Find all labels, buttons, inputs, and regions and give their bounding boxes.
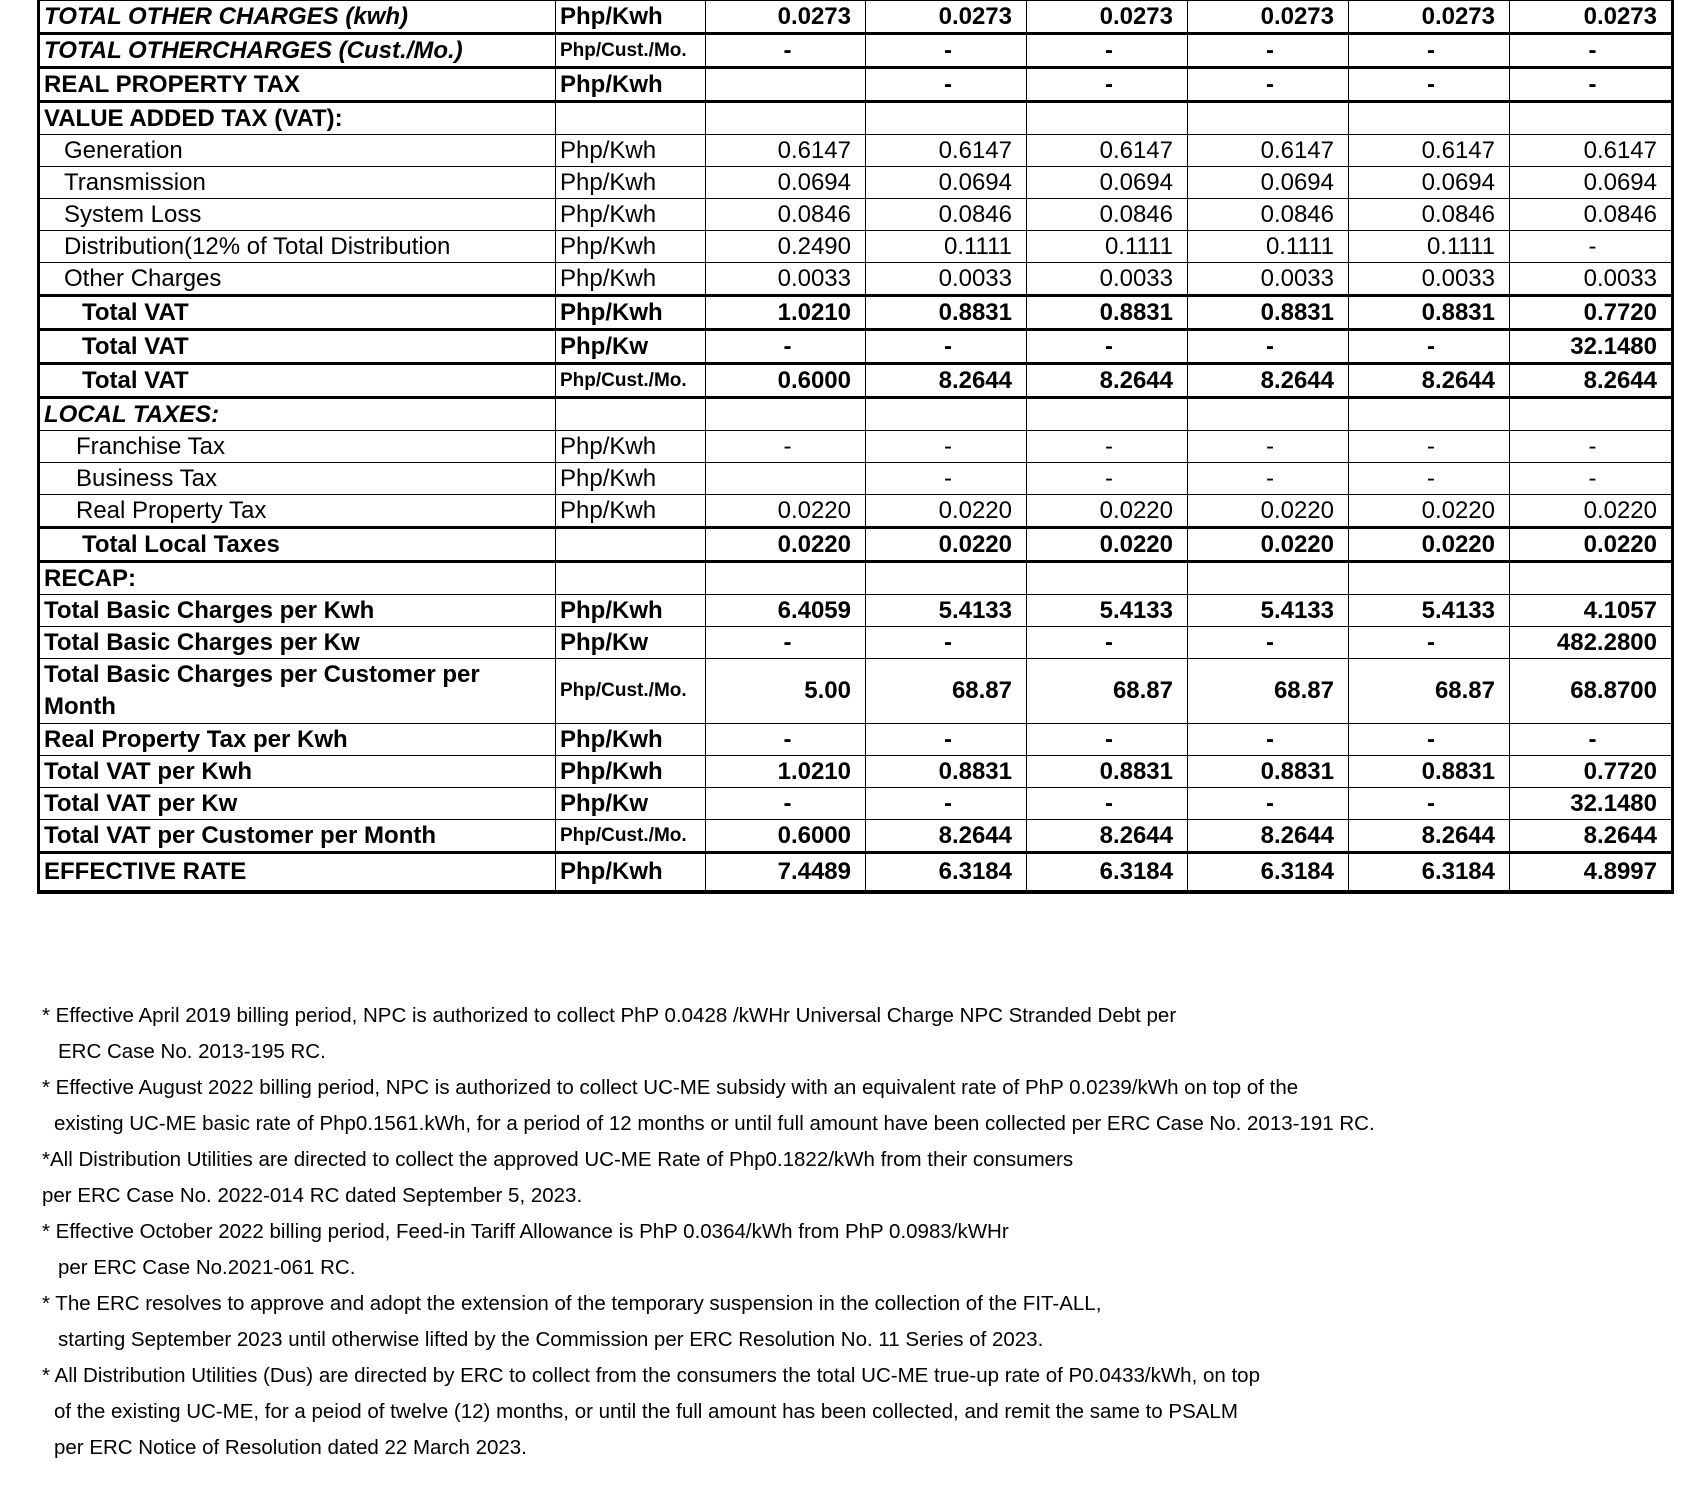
rate-cell: 0.7720 [1510, 296, 1673, 330]
rate-cell: - [1027, 68, 1188, 102]
rate-cell: 8.2644 [1349, 820, 1510, 853]
rate-cell: 5.4133 [866, 595, 1027, 627]
row-label: Total Basic Charges per Kwh [39, 595, 556, 627]
rate-cell: 32.1480 [1510, 788, 1673, 820]
rate-cell: 0.0220 [1188, 528, 1349, 562]
row-label: Real Property Tax [39, 495, 556, 528]
rate-cell: - [1349, 34, 1510, 68]
rate-cell: 7.4489 [706, 853, 866, 893]
footnote-line: * Effective October 2022 billing period, Feed-in Tariff Allowance is PhP 0.0364/kWh from PhP 0.0983/kWHr [42, 1220, 1009, 1243]
rate-cell: 0.0846 [1188, 199, 1349, 231]
rate-cell: 0.0694 [866, 167, 1027, 199]
rate-cell: 0.8831 [1188, 756, 1349, 788]
rate-cell: 0.0220 [1188, 495, 1349, 528]
rate-cell: 0.8831 [1188, 296, 1349, 330]
row-unit [556, 398, 706, 431]
rate-cell: 0.0220 [1027, 528, 1188, 562]
rate-cell: - [1510, 724, 1673, 756]
rate-cell [1510, 398, 1673, 431]
rate-cell: - [706, 431, 866, 463]
rate-cell: - [1510, 431, 1673, 463]
rate-cell: 5.4133 [1188, 595, 1349, 627]
table-row [39, 330, 1673, 364]
footnote-line: * Effective April 2019 billing period, NPC is authorized to collect PhP 0.0428 /kWHr Universal Charge NPC Stranded Debt per [42, 1004, 1177, 1027]
rate-cell: 0.0220 [1349, 495, 1510, 528]
rate-cell [1510, 102, 1673, 135]
row-label: VALUE ADDED TAX (VAT): [39, 102, 556, 135]
table-row [39, 724, 1673, 756]
rate-cell: - [1349, 68, 1510, 102]
row-label: System Loss [39, 199, 556, 231]
row-label: Transmission [39, 167, 556, 199]
rate-cell: - [866, 788, 1027, 820]
rate-cell: 0.0220 [706, 495, 866, 528]
row-label: LOCAL TAXES: [39, 398, 556, 431]
rate-cell: 0.0273 [1510, 1, 1673, 34]
row-unit: Php/Cust./Mo. [556, 659, 706, 724]
rate-cell: 0.1111 [1027, 231, 1188, 263]
rate-cell: 0.0220 [866, 495, 1027, 528]
rate-cell: - [866, 330, 1027, 364]
rate-cell: - [1027, 724, 1188, 756]
rate-cell: 0.0033 [1027, 263, 1188, 296]
rate-cell: - [1188, 34, 1349, 68]
rate-cell: 0.8831 [1027, 756, 1188, 788]
row-label: Franchise Tax [39, 431, 556, 463]
rate-cell: 0.0273 [1349, 1, 1510, 34]
rate-cell: 8.2644 [1510, 364, 1673, 398]
rate-cell: 0.6147 [1349, 135, 1510, 167]
rate-cell [706, 68, 866, 102]
table-row [39, 199, 1673, 231]
rate-cell: - [1188, 431, 1349, 463]
table-row [39, 231, 1673, 263]
row-unit: Php/Kwh [556, 595, 706, 627]
rate-cell: 0.0846 [866, 199, 1027, 231]
rate-cell: 8.2644 [1349, 364, 1510, 398]
footnote-line: per ERC Notice of Resolution dated 22 March 2023. [54, 1436, 527, 1459]
rate-cell: - [866, 431, 1027, 463]
rate-cell: 6.3184 [866, 853, 1027, 893]
rate-cell: 68.87 [866, 659, 1027, 724]
rate-cell [1188, 562, 1349, 595]
table-row [39, 788, 1673, 820]
rate-cell: - [1510, 34, 1673, 68]
row-label: Total VAT [39, 296, 556, 330]
row-label: Generation [39, 135, 556, 167]
rate-cell: - [1349, 627, 1510, 659]
rate-cell: 8.2644 [1188, 364, 1349, 398]
rate-cell: 4.1057 [1510, 595, 1673, 627]
table-row [39, 1, 1673, 34]
footnotes [42, 998, 1662, 1466]
rate-cell: 68.87 [1188, 659, 1349, 724]
rate-cell: 5.00 [706, 659, 866, 724]
rate-cell: - [1349, 431, 1510, 463]
row-label: Distribution(12% of Total Distribution [39, 231, 556, 263]
rate-cell [866, 398, 1027, 431]
rate-cell [1349, 562, 1510, 595]
rate-cell: 0.0033 [706, 263, 866, 296]
rate-cell: 0.0273 [1027, 1, 1188, 34]
rate-cell: 0.1111 [1349, 231, 1510, 263]
table-row [39, 528, 1673, 562]
row-label: Total Basic Charges per Customer per Month [39, 659, 556, 724]
row-label: RECAP: [39, 562, 556, 595]
row-label: TOTAL OTHERCHARGES (Cust./Mo.) [39, 34, 556, 68]
row-unit: Php/Kwh [556, 853, 706, 893]
rate-cell [1027, 102, 1188, 135]
footnote-line: * The ERC resolves to approve and adopt the extension of the temporary suspension in the collection of the FIT-ALL, [42, 1292, 1102, 1315]
rate-cell: - [1188, 330, 1349, 364]
row-label: Business Tax [39, 463, 556, 495]
rate-cell: - [1349, 330, 1510, 364]
table-row [39, 364, 1673, 398]
rate-cell: - [706, 330, 866, 364]
rate-cell: - [1027, 330, 1188, 364]
row-unit: Php/Kwh [556, 463, 706, 495]
footnote-line: starting September 2023 until otherwise lifted by the Commission per ERC Resolution No. 11 Series of 2023. [58, 1328, 1044, 1351]
row-unit: Php/Kwh [556, 199, 706, 231]
rate-cell: - [1027, 627, 1188, 659]
table-row [39, 68, 1673, 102]
rate-cell: - [1188, 788, 1349, 820]
rate-cell [1510, 562, 1673, 595]
row-unit: Php/Kwh [556, 431, 706, 463]
table-row [39, 398, 1673, 431]
rate-cell: 68.8700 [1510, 659, 1673, 724]
rate-cell: 0.2490 [706, 231, 866, 263]
table-row [39, 853, 1673, 893]
table-row [39, 263, 1673, 296]
rate-cell: 0.8831 [866, 756, 1027, 788]
rate-cell: 0.0033 [1349, 263, 1510, 296]
footnote-line: * Effective August 2022 billing period, NPC is authorized to collect UC-ME subsidy with an equivalent rate of PhP 0.0239/kWh on top of the [42, 1076, 1299, 1099]
row-unit: Php/Kwh [556, 135, 706, 167]
rate-cell: 68.87 [1027, 659, 1188, 724]
table-row [39, 34, 1673, 68]
rate-cell: 0.0846 [1510, 199, 1673, 231]
rate-cell: 1.0210 [706, 296, 866, 330]
rate-cell: - [1188, 68, 1349, 102]
rate-cell: 0.0033 [1188, 263, 1349, 296]
rate-table [37, 0, 1674, 894]
row-unit: Php/Kwh [556, 263, 706, 296]
rate-cell: 0.6000 [706, 364, 866, 398]
rate-cell: 68.87 [1349, 659, 1510, 724]
rate-cell: 8.2644 [1027, 364, 1188, 398]
rate-cell: 0.0694 [1188, 167, 1349, 199]
rate-cell: 0.8831 [1027, 296, 1188, 330]
table-row [39, 562, 1673, 595]
rate-cell: 5.4133 [1027, 595, 1188, 627]
row-label: Total Basic Charges per Kw [39, 627, 556, 659]
rate-cell: 1.0210 [706, 756, 866, 788]
rate-cell [1349, 102, 1510, 135]
rate-cell [1027, 562, 1188, 595]
footnote-line: *All Distribution Utilities are directed to collect the approved UC-ME Rate of Php0.1822/kWh from their consumers [42, 1148, 1074, 1171]
row-unit: Php/Kwh [556, 724, 706, 756]
rate-cell: - [1349, 788, 1510, 820]
row-unit: Php/Cust./Mo. [556, 820, 706, 853]
rate-cell: - [1510, 231, 1673, 263]
row-unit: Php/Kwh [556, 231, 706, 263]
rate-cell: 0.6000 [706, 820, 866, 853]
rate-cell: 0.0846 [706, 199, 866, 231]
row-unit: Php/Kwh [556, 296, 706, 330]
rate-cell: 0.0033 [866, 263, 1027, 296]
rate-cell: 482.2800 [1510, 627, 1673, 659]
rate-cell: 5.4133 [1349, 595, 1510, 627]
rate-cell: 0.6147 [706, 135, 866, 167]
rate-cell: 0.6147 [866, 135, 1027, 167]
row-label: EFFECTIVE RATE [39, 853, 556, 893]
rate-cell: 4.8997 [1510, 853, 1673, 893]
footnote-line: per ERC Case No. 2022-014 RC dated September 5, 2023. [42, 1184, 583, 1207]
rate-cell: 0.1111 [1188, 231, 1349, 263]
rate-cell: - [866, 463, 1027, 495]
rate-cell: 0.0273 [1188, 1, 1349, 34]
row-unit: Php/Cust./Mo. [556, 364, 706, 398]
rate-cell: 0.0220 [1349, 528, 1510, 562]
rate-cell: - [1510, 68, 1673, 102]
row-label: Total VAT [39, 330, 556, 364]
rate-cell: 0.8831 [1349, 756, 1510, 788]
rate-cell [866, 102, 1027, 135]
row-unit: Php/Kwh [556, 68, 706, 102]
rate-cell [1349, 398, 1510, 431]
row-label: Total VAT per Customer per Month [39, 820, 556, 853]
row-label: Other Charges [39, 263, 556, 296]
rate-cell [706, 398, 866, 431]
row-label: TOTAL OTHER CHARGES (kwh) [39, 1, 556, 34]
row-unit: Php/Kwh [556, 756, 706, 788]
table-row [39, 659, 1673, 724]
rate-cell [706, 463, 866, 495]
rate-cell: - [1349, 463, 1510, 495]
rate-cell: 8.2644 [1188, 820, 1349, 853]
rate-cell: 8.2644 [1027, 820, 1188, 853]
rate-cell: 0.0846 [1349, 199, 1510, 231]
row-unit: Php/Kwh [556, 495, 706, 528]
row-label: Real Property Tax per Kwh [39, 724, 556, 756]
rate-cell: 0.0220 [1510, 528, 1673, 562]
rate-cell: - [1027, 788, 1188, 820]
table-row [39, 820, 1673, 853]
table-row [39, 756, 1673, 788]
rate-cell: - [1188, 724, 1349, 756]
rate-cell: 0.6147 [1510, 135, 1673, 167]
row-unit [556, 528, 706, 562]
rate-cell: 32.1480 [1510, 330, 1673, 364]
footnote-line: per ERC Case No.2021-061 RC. [58, 1256, 356, 1279]
rate-cell: 0.6147 [1027, 135, 1188, 167]
footnote-line: existing UC-ME basic rate of Php0.1561.kWh, for a period of 12 months or until full amount have been collected per ERC Case No. 2013-191 RC. [54, 1112, 1375, 1135]
rate-cell: 0.0273 [706, 1, 866, 34]
rate-cell [1188, 398, 1349, 431]
rate-cell [706, 562, 866, 595]
table-row [39, 431, 1673, 463]
table-row [39, 135, 1673, 167]
rate-cell: 0.0220 [1510, 495, 1673, 528]
rate-cell: 0.8831 [866, 296, 1027, 330]
row-unit: Php/Cust./Mo. [556, 34, 706, 68]
footnote-line: ERC Case No. 2013-195 RC. [58, 1040, 326, 1063]
row-unit [556, 102, 706, 135]
rate-cell: 0.0694 [1510, 167, 1673, 199]
rate-table-body [39, 1, 1673, 893]
rate-cell: 0.8831 [1349, 296, 1510, 330]
rate-cell: 0.0220 [866, 528, 1027, 562]
rate-cell [1188, 102, 1349, 135]
rate-cell: - [1188, 627, 1349, 659]
table-row [39, 296, 1673, 330]
rate-cell: 0.0220 [706, 528, 866, 562]
row-label: Total VAT per Kwh [39, 756, 556, 788]
rate-cell: - [866, 724, 1027, 756]
rate-cell: 0.0846 [1027, 199, 1188, 231]
rate-cell: - [706, 724, 866, 756]
rate-cell: 0.7720 [1510, 756, 1673, 788]
rate-cell: - [866, 68, 1027, 102]
footnote-line: of the existing UC-ME, for a peiod of twelve (12) months, or until the full amount has been collected, and remit the same to PSALM [54, 1400, 1238, 1423]
rate-cell: 8.2644 [866, 820, 1027, 853]
row-unit [556, 562, 706, 595]
row-label: REAL PROPERTY TAX [39, 68, 556, 102]
row-unit: Php/Kw [556, 330, 706, 364]
rate-cell: 8.2644 [866, 364, 1027, 398]
rate-cell: 6.4059 [706, 595, 866, 627]
rate-cell: 6.3184 [1349, 853, 1510, 893]
rate-cell: 6.3184 [1188, 853, 1349, 893]
rate-cell: 0.0694 [1027, 167, 1188, 199]
rate-cell [1027, 398, 1188, 431]
rate-cell: - [1027, 431, 1188, 463]
rate-cell: 0.0694 [1349, 167, 1510, 199]
rate-cell: - [706, 34, 866, 68]
row-unit: Php/Kwh [556, 1, 706, 34]
rate-cell: - [866, 34, 1027, 68]
rate-cell: 0.0694 [706, 167, 866, 199]
row-label: Total Local Taxes [39, 528, 556, 562]
table-row [39, 167, 1673, 199]
rate-cell: 0.0273 [866, 1, 1027, 34]
rate-cell: 0.1111 [866, 231, 1027, 263]
rate-cell: - [1349, 724, 1510, 756]
row-unit: Php/Kw [556, 627, 706, 659]
rate-cell: - [1188, 463, 1349, 495]
footnote-line: * All Distribution Utilities (Dus) are directed by ERC to collect from the consumers the total UC-ME true-up rate of P0.0433/kWh, on top [42, 1364, 1260, 1387]
rate-cell: - [1027, 463, 1188, 495]
rate-cell: 0.0033 [1510, 263, 1673, 296]
rate-cell: - [706, 627, 866, 659]
row-label: Total VAT [39, 364, 556, 398]
rate-cell: 8.2644 [1510, 820, 1673, 853]
rate-cell [866, 562, 1027, 595]
row-unit: Php/Kw [556, 788, 706, 820]
row-label: Total VAT per Kw [39, 788, 556, 820]
rate-cell: - [706, 788, 866, 820]
rate-cell: 0.0220 [1027, 495, 1188, 528]
table-row [39, 463, 1673, 495]
rate-cell [706, 102, 866, 135]
rate-cell: - [1510, 463, 1673, 495]
table-row [39, 495, 1673, 528]
row-unit: Php/Kwh [556, 167, 706, 199]
rate-cell: - [866, 627, 1027, 659]
rate-cell: 0.6147 [1188, 135, 1349, 167]
rate-cell: 6.3184 [1027, 853, 1188, 893]
table-row [39, 595, 1673, 627]
rate-cell: - [1027, 34, 1188, 68]
table-row [39, 627, 1673, 659]
table-row [39, 102, 1673, 135]
